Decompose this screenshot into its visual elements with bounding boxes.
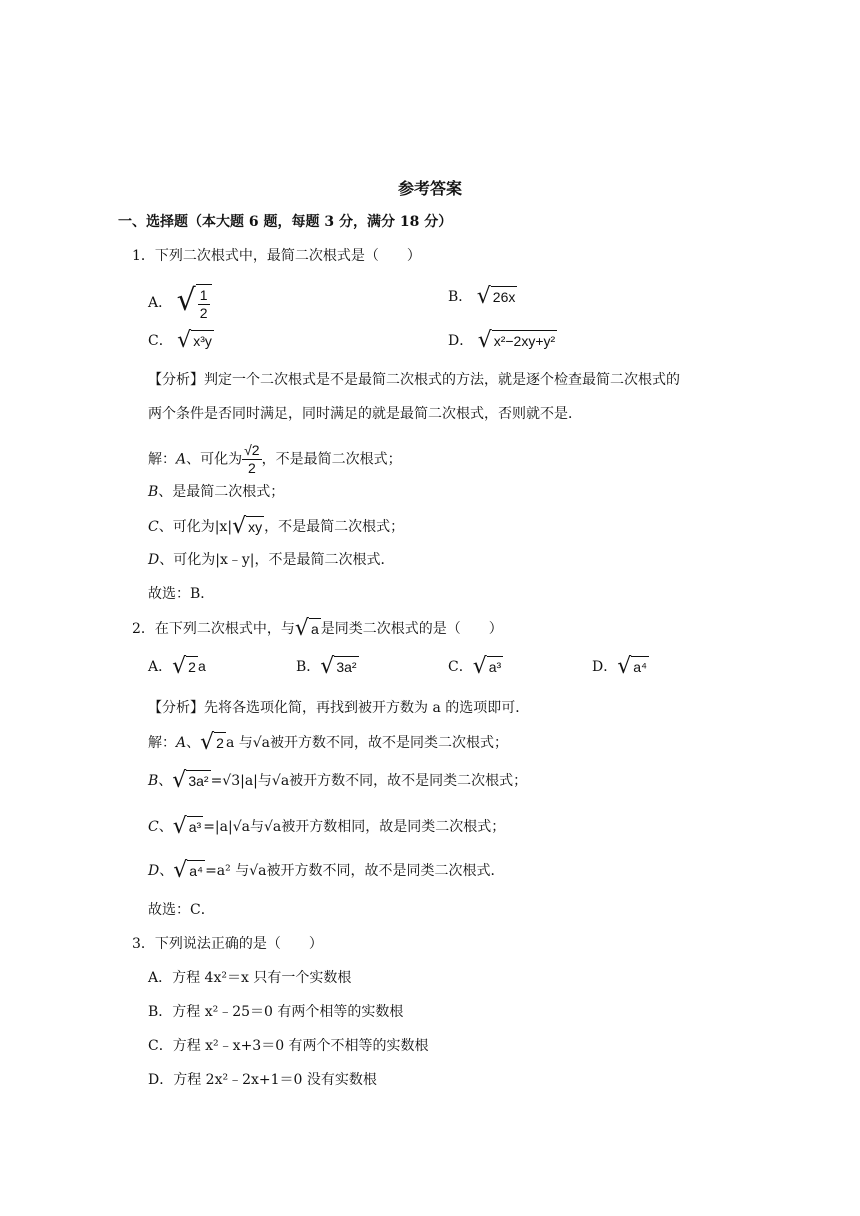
sqrt-icon: √ xy [232,514,263,539]
q1-analysis-line-1: 【分析】判定一个二次根式是不是最简二次根式的方法，就是逐个检查最简二次根式的 [148,372,680,388]
sqrt-icon: √ 3a² [172,768,209,793]
q1-solution-a: 解：A、可化为 $\frac{√2}{2}$ ，不是最简二次根式； [148,442,402,476]
q2-solution-d: D、 √ a⁴ =a² 与√a被开方数不同，故不是同类二次根式． [148,858,505,883]
q1-solution-d: D、可化为|x﹣y|，不是最简二次根式． [148,552,395,568]
q1-answer: 故选：B． [148,586,215,602]
sqrt-icon: √ $\frac{1}{2}$ [177,284,212,322]
q1-option-c [148,330,214,352]
q2-solution-c: C、 √ a³ =|a|√a与√a被开方数相同，故是同类二次根式； [148,814,506,839]
q2-stem: 2．在下列二次根式中，与 √ a 是同类二次根式的是（ ） [132,616,503,641]
sqrt-icon: √ 2 [172,654,196,679]
q1-option-b [448,286,517,308]
sqrt-icon: √ 26x [476,284,516,309]
q1-option-d [448,330,557,352]
q1-solution-b: B、是最简二次根式； [148,484,285,500]
q2-solution-b: B、 √ 3a² =√3|a|与√a被开方数不同，故不是同类二次根式； [148,768,528,793]
q1-solution-c: C、可化为|x| √ xy ，不是最简二次根式； [148,514,405,539]
q2-answer: 故选：C． [148,902,215,918]
q2-option-c: C． √ a³ [448,654,502,679]
q1-analysis-line-2: 两个条件是否同时满足，同时满足的就是最简二次根式，否则就不是． [148,406,582,422]
q1-option-c-label: C． [148,333,173,349]
q2-option-a: A． √ 2 a [148,654,206,679]
sqrt-icon: √ 2 [200,730,224,755]
q2-option-b: B． √ 3a² [296,654,357,679]
q2-solution-a: 解：A、 √ 2 a 与√a被开方数不同，故不是同类二次根式； [148,730,509,755]
q2-option-d: D． √ a⁴ [592,654,648,679]
q1-option-a [148,284,212,322]
q3-option-d: D．方程 2x²﹣2x+1＝0 没有实数根 [148,1072,377,1088]
q1-option-d-label: D． [448,333,474,349]
q1-solution-a-fraction: $\frac{√2}{2}$ [244,442,260,476]
sqrt-icon: √ 3a² [320,654,357,679]
sqrt-icon: √ a³ [472,654,502,679]
sqrt-icon: √ x²−2xy+y² [477,328,556,353]
q3-option-c: C．方程 x²﹣x+3＝0 有两个不相等的实数根 [148,1038,429,1054]
q3-option-b: B．方程 x²﹣25＝0 有两个相等的实数根 [148,1004,404,1020]
q1-option-a-fraction: $\frac{1}{2}$ [199,287,208,321]
q1-option-a-label: A． [148,295,173,311]
sqrt-icon: √ a⁴ [173,858,204,883]
q3-option-a: A．方程 4x²＝x 只有一个实数根 [148,970,352,986]
q3-stem: 3．下列说法正确的是（ ） [132,936,323,952]
sqrt-icon: √ a³ [172,814,202,839]
page-title: 参考答案 [397,179,462,198]
sqrt-icon: √ a⁴ [617,654,648,679]
sqrt-icon: √ x³y [177,328,212,353]
q1-stem: 1．下列二次根式中，最简二次根式是（ ） [132,248,421,264]
q1-option-b-label: B． [448,289,473,305]
section-heading: 一、选择题（本大题 6 题，每题 3 分，满分 18 分） [118,214,453,230]
sqrt-icon: √ a [294,616,319,641]
q2-analysis: 【分析】先将各选项化简，再找到被开方数为 a 的选项即可． [148,700,530,716]
